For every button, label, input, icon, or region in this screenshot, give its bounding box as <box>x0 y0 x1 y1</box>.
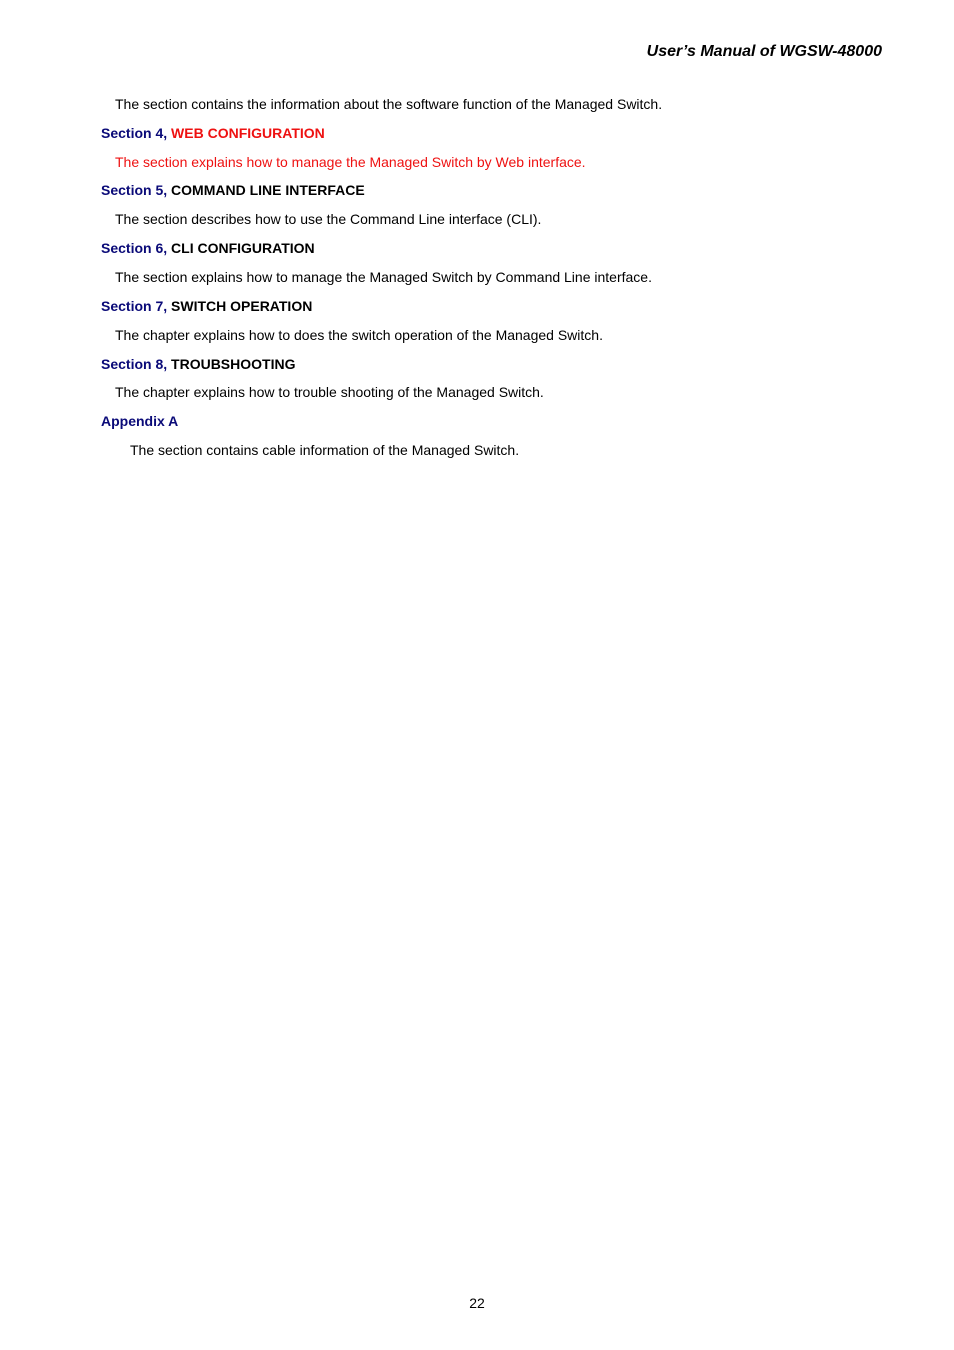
section-5-description: The section describes how to use the Command Line interface (CLI). <box>115 211 542 227</box>
appendix-a-description: The section contains cable information of the Managed Switch. <box>130 442 520 458</box>
section-6-description: The section explains how to manage the Managed Switch by Command Line interface. <box>115 269 652 285</box>
section-4-title: WEB CONFIGURATION <box>171 125 325 141</box>
section-6-label: Section 6 <box>101 240 164 256</box>
intro-text: The section contains the information about the software function of the Managed Switch. <box>115 96 663 112</box>
section-4-label: Section 4 <box>101 125 164 141</box>
section-8-label: Section 8 <box>101 356 164 372</box>
section-5-title: COMMAND LINE INTERFACE <box>171 182 365 198</box>
appendix-a-label: Appendix A <box>101 413 179 429</box>
section-4-separator: , <box>163 125 172 141</box>
section-4-heading <box>101 125 325 142</box>
section-7-title: SWITCH OPERATION <box>171 298 313 314</box>
section-7-heading <box>101 298 312 315</box>
appendix-a-heading <box>101 413 178 430</box>
section-7-description: The chapter explains how to does the switch operation of the Managed Switch. <box>115 327 603 343</box>
section-8-title: TROUBSHOOTING <box>171 356 296 372</box>
section-5-label: Section 5 <box>101 182 164 198</box>
section-4-description: The section explains how to manage the Managed Switch by Web interface. <box>115 154 586 170</box>
section-7-separator: , <box>163 298 172 314</box>
section-8-separator: , <box>163 356 172 372</box>
section-7-label: Section 7 <box>101 298 164 314</box>
section-5-separator: , <box>163 182 172 198</box>
section-6-separator: , <box>163 240 172 256</box>
section-5-heading <box>101 182 365 199</box>
section-6-title: CLI CONFIGURATION <box>171 240 315 256</box>
section-8-heading <box>101 356 295 373</box>
page-number: 22 <box>469 1295 485 1311</box>
section-8-description: The chapter explains how to trouble shooting of the Managed Switch. <box>115 384 544 400</box>
section-6-heading <box>101 240 315 257</box>
document-header-title: User’s Manual of WGSW-48000 <box>646 43 882 60</box>
